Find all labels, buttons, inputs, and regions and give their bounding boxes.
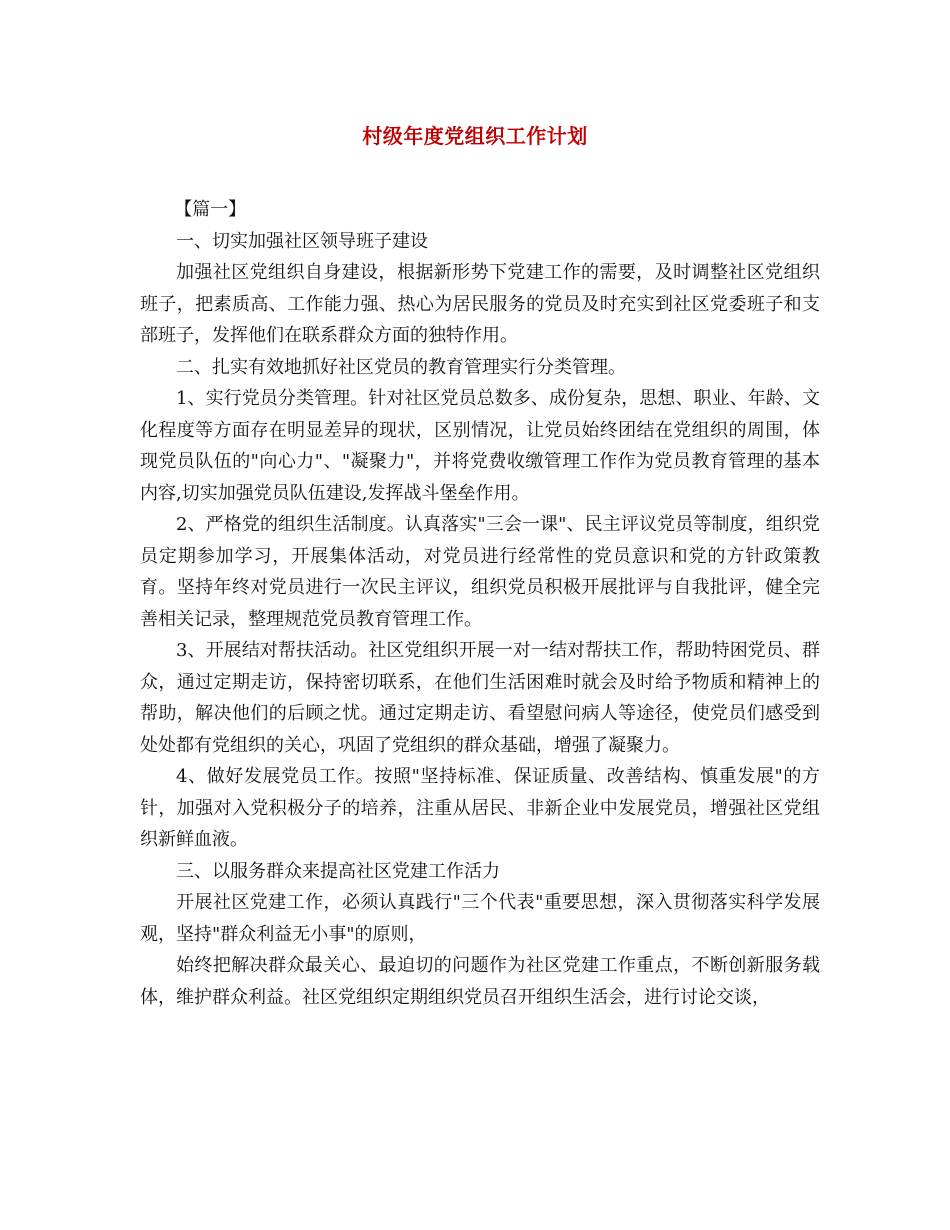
paragraph: 3、开展结对帮扶活动。社区党组织开展一对一结对帮扶工作，帮助特困党员、群众，通过定期走访，保持密切联系，在他们生活困难时就会及时给予物质和精神上的帮助，解决他们的后顾之忧。通过定期走访、看望慰问病人等途径，使党员们感受到处处都有党组织的关心，巩固了党组织的群众基础，增强了凝聚力。 (140, 640, 820, 756)
section-tag: 【篇一】 (174, 199, 247, 220)
paragraph: 2、严格党的组织生活制度。认真落实"三会一课"、民主评议党员等制度，组织党员定期参加学习，开展集体活动，对党员进行经常性的党员意识和党的方针政策教育。坚持年终对党员进行一次民主评议，组织党员积极开展批评与自我批评，健全完善相关记录，整理规范党员教育管理工作。 (140, 514, 820, 630)
paragraph: 4、做好发展党员工作。按照"坚持标准、保证质量、改善结构、慎重发展"的方针，加强对入党积极分子的培养，注重从居民、非新企业中发展党员，增强社区党组织新鲜血液。 (140, 766, 820, 850)
heading-1: 一、切实加强社区领导班子建设 (176, 230, 428, 252)
paragraph: 加强社区党组织自身建设，根据新形势下党建工作的需要，及时调整社区党组织班子，把素质高、工作能力强、热心为居民服务的党员及时充实到社区党委班子和支部班子，发挥他们在联系群众方面的独特作用。 (140, 262, 820, 346)
heading-2: 二、扎实有效地抓好社区党员的教育管理实行分类管理。 (176, 356, 626, 378)
paragraph: 开展社区党建工作，必须认真践行"三个代表"重要思想，深入贯彻落实科学发展观，坚持"群众利益无小事"的原则， (140, 892, 820, 945)
document-title: 村级年度党组织工作计划 (362, 124, 588, 148)
paragraph: 始终把解决群众最关心、最迫切的问题作为社区党建工作重点，不断创新服务载体，维护群众利益。社区党组织定期组织党员召开组织生活会，进行讨论交谈， (140, 955, 820, 1008)
heading-3: 三、以服务群众来提高社区党建工作活力 (176, 860, 500, 882)
paragraph: 1、实行党员分类管理。针对社区党员总数多、成份复杂，思想、职业、年龄、文化程度等方面存在明显差异的现状，区别情况，让党员始终团结在党组织的周围，体现党员队伍的"向心力"、"凝聚力"，并将党费收缴管理工作作为党员教育管理的基本内容,切实加强党员队伍建设,发挥战斗堡垒作用。 (140, 388, 820, 504)
document-body (140, 194, 820, 1013)
